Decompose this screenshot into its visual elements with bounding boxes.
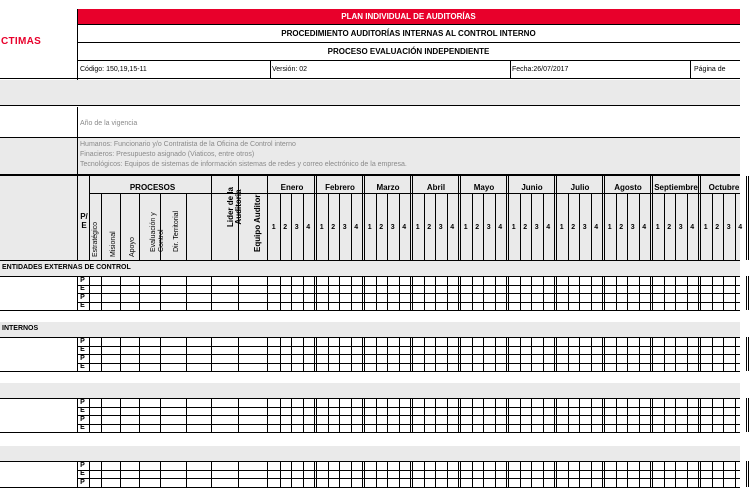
procesos-header: PROCESOS — [129, 183, 176, 192]
month-septiembre: Septiembre — [654, 183, 698, 192]
resource-financial: Finacieros: Presupuesto asignado (Viaticos, entre otros) — [80, 151, 255, 158]
table-row-pe: P — [80, 478, 85, 486]
logo-area — [0, 0, 77, 78]
month-abril: Abril — [426, 183, 446, 192]
month-julio: Julio — [570, 183, 590, 192]
table-row-pe: P — [80, 461, 85, 469]
resource-technological: Tecnológicos: Equipos de sistemas de información sistemas de redes y correo electrónico de la empresa. — [80, 161, 407, 168]
week-4: 4 — [690, 224, 695, 231]
week-3: 3 — [534, 224, 539, 231]
procedure-title: PROCEDIMIENTO AUDITORÍAS INTERNAS AL CONTROL INTERNO — [281, 29, 536, 38]
week-4: 4 — [402, 224, 407, 231]
week-3: 3 — [294, 224, 299, 231]
table-row-pe: E — [80, 346, 85, 353]
section-band — [0, 446, 740, 461]
table-row-pe: E — [80, 363, 85, 370]
proceso-column-4: Evaluación y Control — [150, 212, 165, 252]
plan-title: PLAN INDIVIDUAL DE AUDITORÍAS — [341, 12, 476, 21]
week-4: 4 — [306, 224, 311, 231]
week-2: 2 — [379, 224, 384, 231]
month-junio: Junio — [521, 183, 543, 192]
month-agosto: Agosto — [614, 183, 642, 192]
week-4: 4 — [450, 224, 455, 231]
week-3: 3 — [390, 224, 395, 231]
week-3: 3 — [438, 224, 443, 231]
week-1: 1 — [415, 224, 420, 231]
week-1: 1 — [271, 224, 276, 231]
week-1: 1 — [319, 224, 324, 231]
month-enero: Enero — [280, 183, 304, 192]
table-row-pe: P — [80, 415, 85, 423]
week-2: 2 — [427, 224, 432, 231]
proceso-column-1: Estratégico — [92, 221, 99, 257]
section-title: INTERNOS — [2, 325, 39, 332]
table-row-pe: P — [80, 337, 85, 345]
week-1: 1 — [607, 224, 612, 231]
week-3: 3 — [582, 224, 587, 231]
section-band — [0, 322, 740, 337]
logo-text: CTIMAS — [1, 36, 42, 47]
proceso-column-3: Apoyo — [129, 237, 136, 257]
document-version: Versión: 02 — [272, 66, 308, 73]
week-3: 3 — [630, 224, 635, 231]
month-mayo: Mayo — [473, 183, 495, 192]
week-3: 3 — [342, 224, 347, 231]
equipo-header: Equipo Auditor — [253, 194, 262, 252]
table-row-pe: P — [80, 398, 85, 406]
week-4: 4 — [642, 224, 647, 231]
week-4: 4 — [498, 224, 503, 231]
table-row-pe: E — [80, 424, 85, 431]
week-1: 1 — [655, 224, 660, 231]
week-3: 3 — [678, 224, 683, 231]
week-2: 2 — [475, 224, 480, 231]
proceso-column-2: Misional — [110, 231, 117, 257]
table-row-pe: P — [80, 293, 85, 301]
page-number: Página de — [694, 66, 726, 73]
week-2: 2 — [523, 224, 528, 231]
week-1: 1 — [511, 224, 516, 231]
table-row-pe: E — [80, 285, 85, 292]
info-gray-1 — [0, 80, 740, 105]
week-2: 2 — [715, 224, 720, 231]
week-4: 4 — [594, 224, 599, 231]
document-code: Código: 150,19,15-11 — [80, 66, 147, 73]
section-band — [0, 383, 740, 398]
section-title: ENTIDADES EXTERNAS DE CONTROL — [2, 264, 131, 271]
process-title: PROCESO EVALUACIÓN INDEPENDIENTE — [327, 47, 490, 56]
week-3: 3 — [726, 224, 731, 231]
month-febrero: Febrero — [325, 183, 355, 192]
table-row-pe: E — [80, 302, 85, 309]
proceso-column-5: Dir. Territorial — [173, 210, 180, 252]
week-3: 3 — [486, 224, 491, 231]
week-1: 1 — [703, 224, 708, 231]
week-1: 1 — [463, 224, 468, 231]
week-4: 4 — [354, 224, 359, 231]
month-marzo: Marzo — [376, 183, 400, 192]
week-2: 2 — [331, 224, 336, 231]
week-2: 2 — [571, 224, 576, 231]
document-date: Fecha:26/07/2017 — [512, 66, 569, 73]
resource-human: Humanos: Funcionario y/o Contratista de la Oficina de Control interno — [80, 141, 296, 148]
week-2: 2 — [619, 224, 624, 231]
table-row-pe: E — [80, 407, 85, 414]
month-octubre: Octubre — [708, 183, 740, 192]
table-row-pe: P — [80, 354, 85, 362]
week-1: 1 — [367, 224, 372, 231]
week-1: 1 — [559, 224, 564, 231]
week-2: 2 — [283, 224, 288, 231]
week-4: 4 — [546, 224, 551, 231]
lider-header: Lider de la Auditoria — [226, 187, 243, 228]
pe-header: P/ E — [80, 212, 88, 230]
week-2: 2 — [667, 224, 672, 231]
week-4: 4 — [738, 224, 743, 231]
table-row-pe: E — [80, 470, 85, 477]
table-row-pe: P — [80, 276, 85, 284]
year-label: Año de la vigencia — [80, 120, 138, 127]
